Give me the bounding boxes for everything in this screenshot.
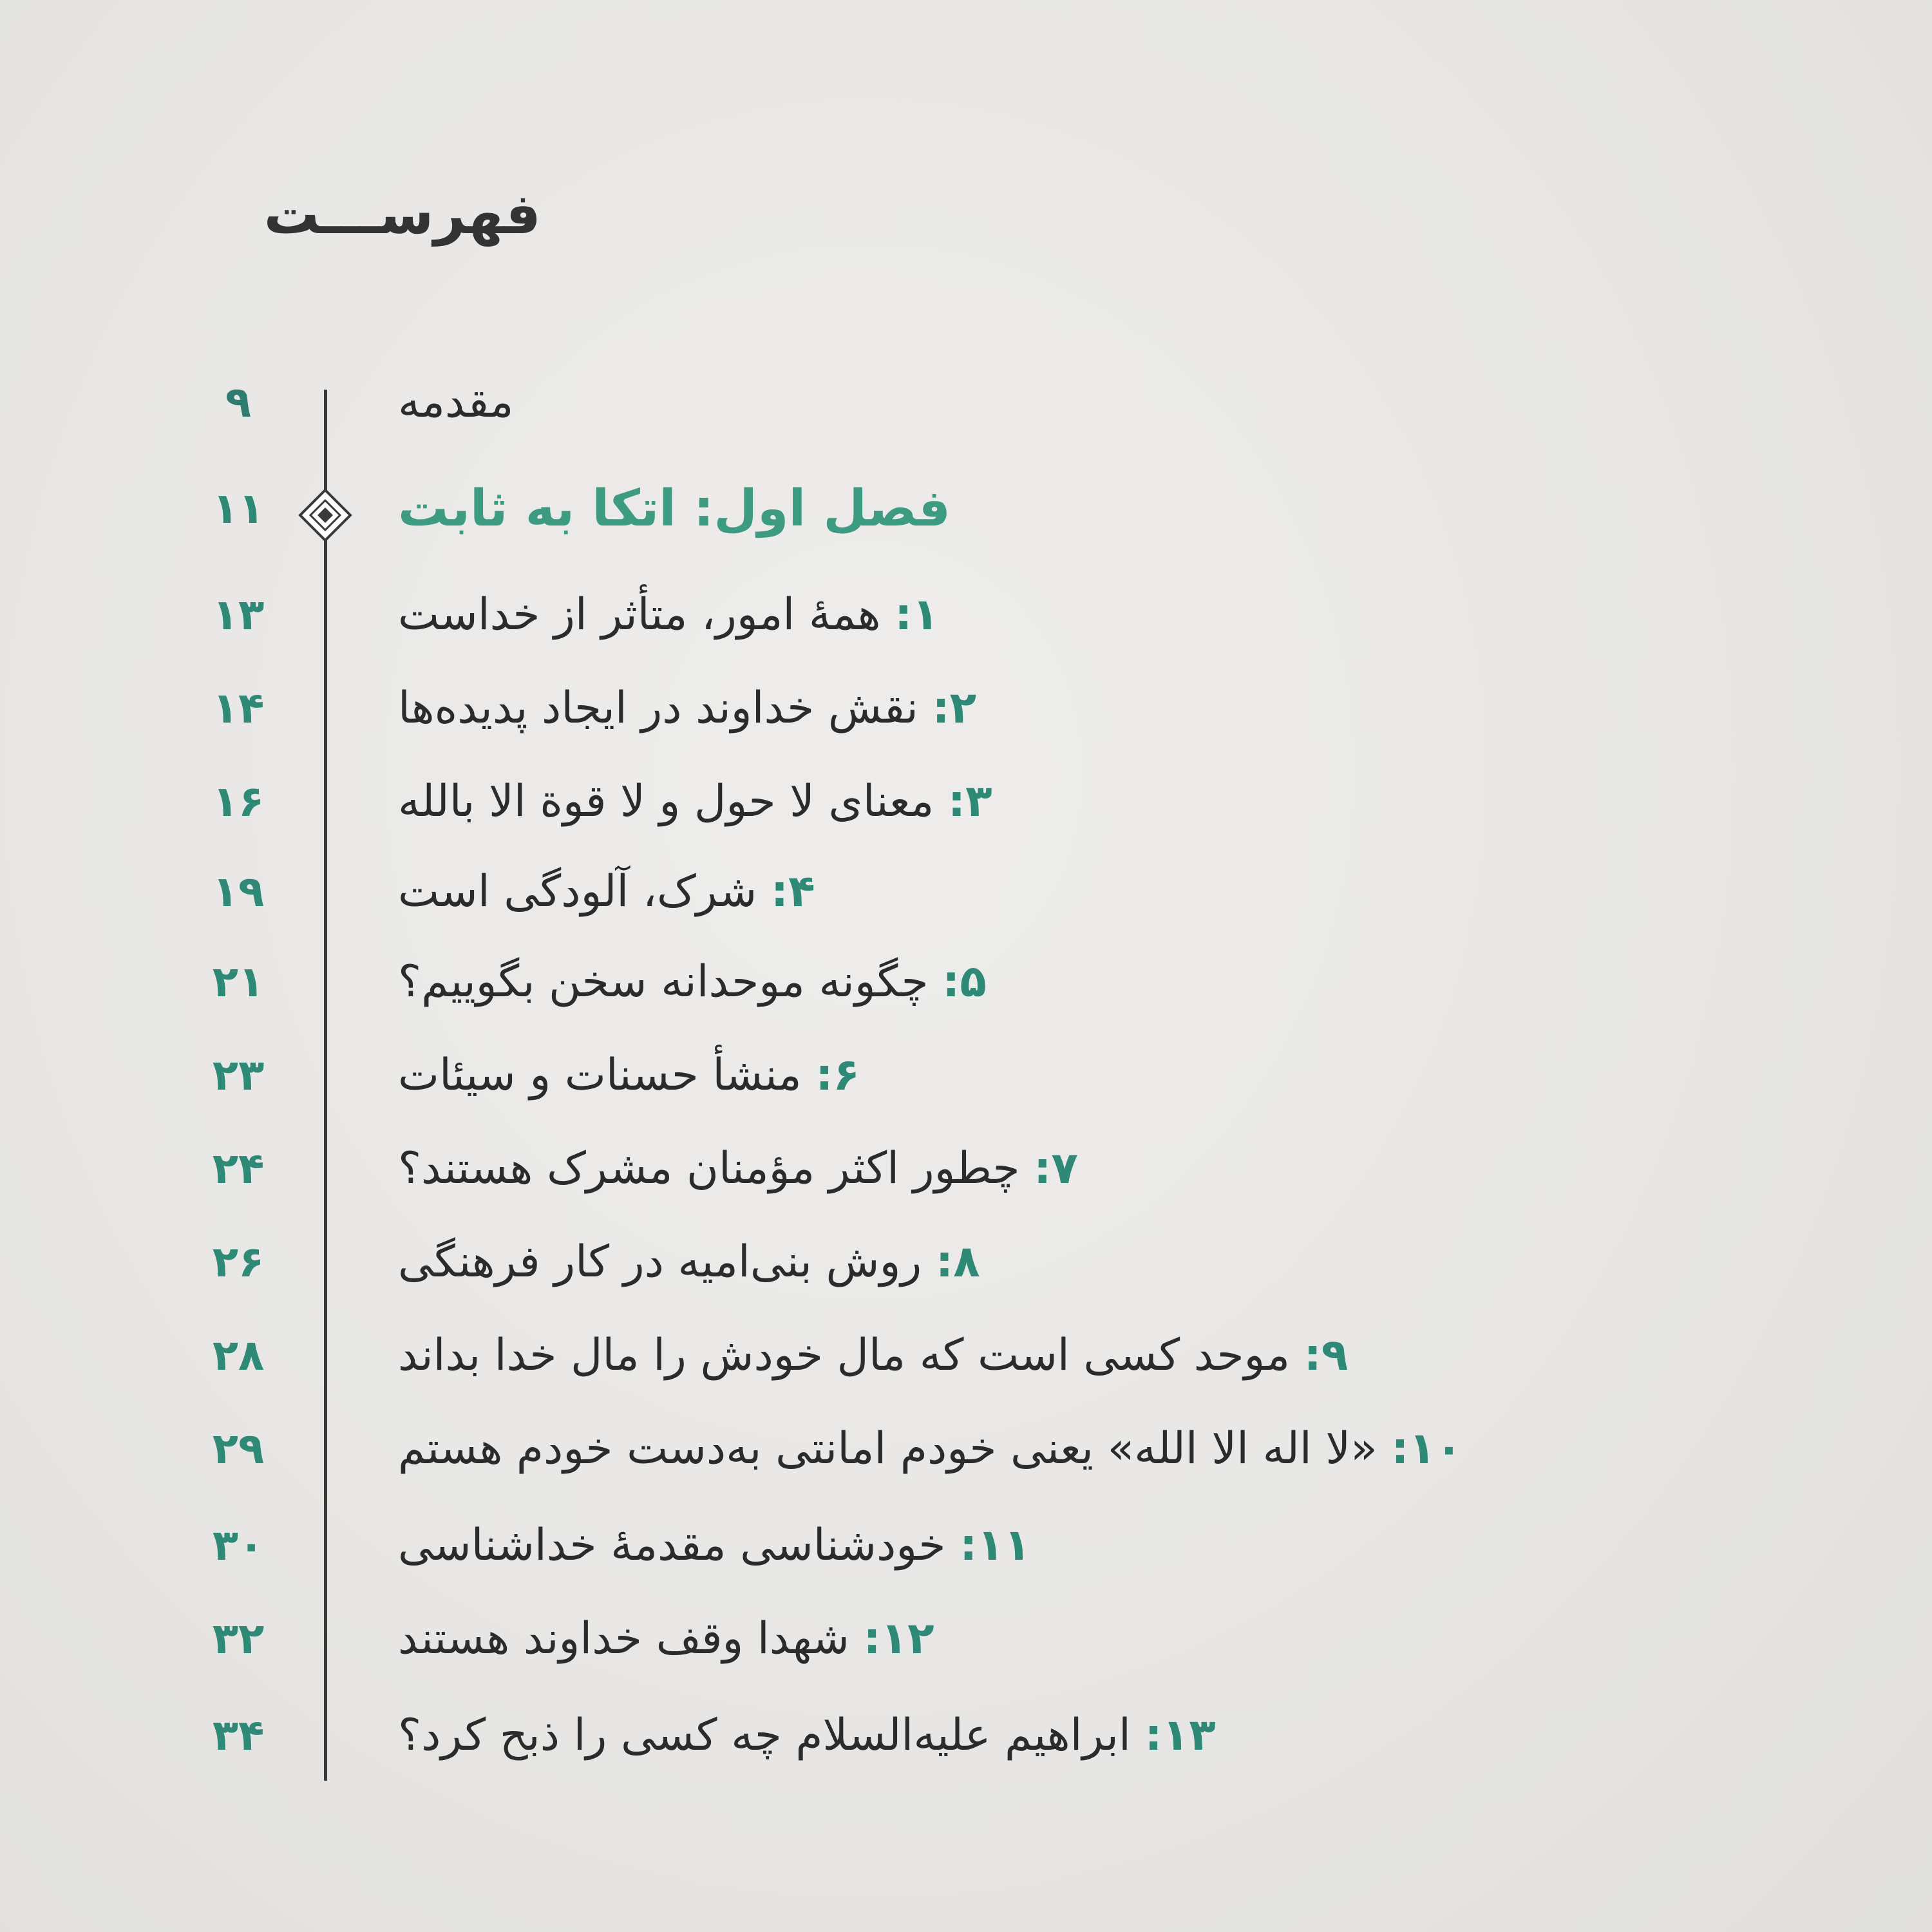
entry-page-number: ۲۱ (212, 957, 265, 1007)
entry-text: خودشناسی مقدمهٔ خداشناسی (398, 1520, 946, 1571)
entry-text: «لا اله الا الله» یعنی خودم امانتی به‌دست خودم هستم (398, 1423, 1378, 1474)
entry-title: مقدمه (398, 377, 514, 428)
entry-title (398, 1320, 1803, 1391)
entry-title (398, 1227, 1803, 1298)
entry-number: ۳: (947, 776, 992, 827)
entry-title (398, 1133, 1803, 1204)
entry-title (398, 1414, 1803, 1484)
entry-title (398, 1510, 1803, 1581)
entry-text: همهٔ امور، متأثر از خداست (398, 589, 881, 640)
entry-title (398, 857, 1803, 927)
entry-number: ۸: (935, 1236, 980, 1287)
entry-number: ۹: (1303, 1330, 1349, 1381)
toc-entry[interactable] (0, 1604, 1932, 1674)
toc-entry[interactable] (0, 857, 1932, 927)
entry-number: ۱۲: (863, 1613, 934, 1664)
entry-page-number: ۱۱ (212, 484, 265, 533)
entry-page-number: ۱۹ (212, 867, 265, 916)
entry-text: شرک، آلودگی است (398, 866, 757, 917)
toc-entry[interactable] (0, 1040, 1932, 1111)
entry-page-number: ۱۳ (212, 590, 265, 639)
toc-entry[interactable] (0, 1414, 1932, 1484)
entry-number: ۵: (942, 956, 987, 1007)
entry-page-number: ۲۴ (212, 1144, 265, 1193)
toc-entry[interactable] (0, 947, 1932, 1018)
entry-title (398, 947, 1803, 1018)
toc-entry[interactable] (0, 673, 1932, 744)
toc-entry[interactable] (0, 1510, 1932, 1581)
entry-page-number: ۲۳ (212, 1050, 265, 1100)
entry-number: ۱۰: (1391, 1423, 1463, 1474)
entry-text: منشأ حسنات و سیئات (398, 1050, 802, 1101)
entry-title (398, 1040, 1803, 1111)
entry-number: ۱۱: (960, 1520, 1031, 1571)
toc-entry[interactable] (0, 1320, 1932, 1391)
entry-number: ۱: (895, 589, 939, 640)
entry-page-number: ۲۸ (212, 1331, 265, 1380)
entry-text: معنای لا حول و لا قوة الا بالله (398, 776, 934, 827)
entry-page-number: ۱۴ (212, 683, 265, 733)
entry-text: شهدا وقف خداوند هستند (398, 1613, 849, 1664)
chapter-title: فصل اول: اتکا به ثابت (398, 480, 951, 538)
toc-entry[interactable] (0, 580, 1932, 650)
entry-text: ابراهیم علیه‌السلام چه کسی را ذبح کرد؟ (398, 1710, 1131, 1761)
entry-title (398, 673, 1803, 744)
toc-entry[interactable] (0, 766, 1932, 837)
entry-text: چطور اکثر مؤمنان مشرک هستند؟ (398, 1143, 1020, 1194)
entry-number: ۲: (932, 683, 977, 734)
entry-title (398, 766, 1803, 837)
toc-entry[interactable] (0, 1700, 1932, 1771)
entry-text: موحد کسی است که مال خودش را مال خدا بداند (398, 1330, 1291, 1381)
entry-number: ۱۳: (1144, 1710, 1216, 1761)
entry-page-number: ۹ (225, 377, 252, 427)
entry-page-number: ۱۶ (212, 777, 265, 826)
entry-text: روش بنی‌امیه در کار فرهنگی (398, 1236, 922, 1287)
entry-title (398, 1700, 1803, 1771)
entry-page-number: ۳۰ (212, 1520, 265, 1570)
entry-text: چگونه موحدانه سخن بگوییم؟ (398, 956, 929, 1007)
entry-page-number: ۳۲ (212, 1614, 265, 1663)
toc-entry-chapter-1[interactable] (0, 473, 1932, 544)
entry-title (398, 580, 1803, 650)
entry-text: نقش خداوند در ایجاد پدیده‌ها (398, 683, 918, 734)
toc-entry-intro[interactable] (0, 367, 1932, 438)
toc-entry[interactable] (0, 1227, 1932, 1298)
entry-number: ۶: (815, 1050, 860, 1101)
entry-page-number: ۳۴ (212, 1710, 265, 1760)
entry-page-number: ۲۶ (212, 1237, 265, 1287)
entry-page-number: ۲۹ (212, 1424, 265, 1473)
entry-number: ۴: (770, 866, 815, 917)
entry-title (398, 1604, 1803, 1674)
entry-number: ۷: (1034, 1143, 1078, 1194)
toc-entry[interactable] (0, 1133, 1932, 1204)
page-title: فهرســـت (263, 182, 541, 247)
